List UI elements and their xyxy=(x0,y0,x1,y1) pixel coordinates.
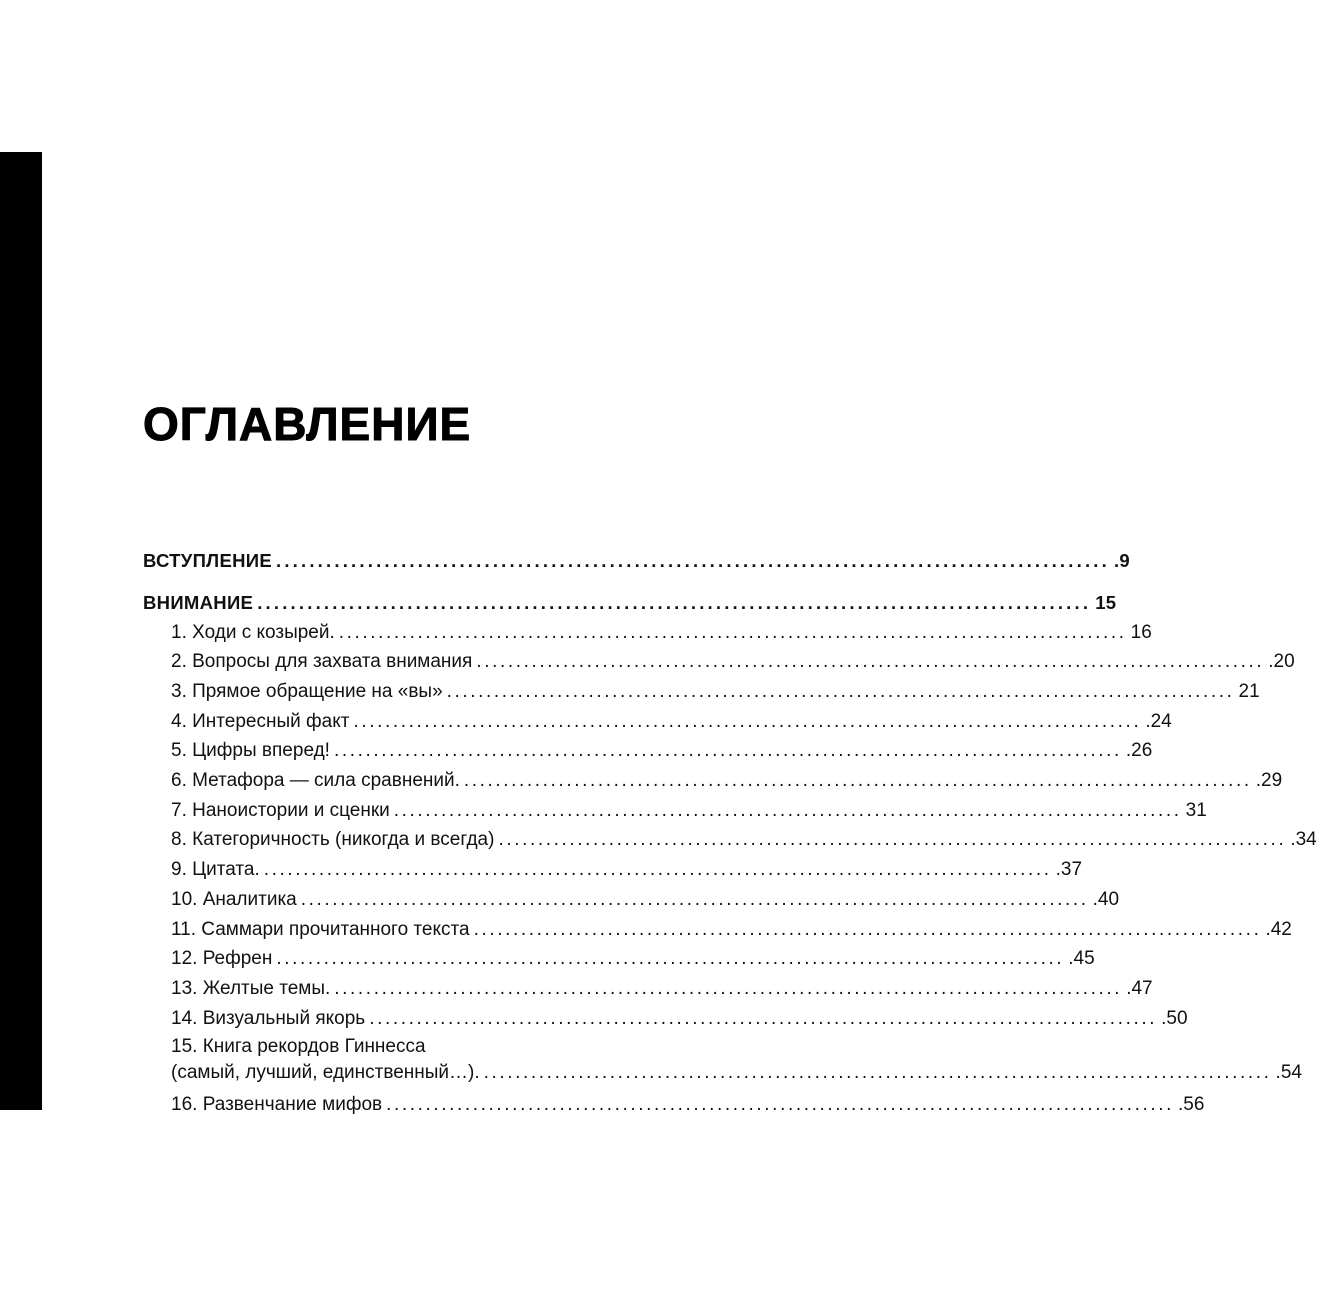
toc-item[interactable] xyxy=(143,618,1152,648)
toc-item[interactable] xyxy=(143,915,1292,945)
dot-leader: .................................................................................................... xyxy=(473,918,1262,940)
page-title: ОГЛАВЛЕНИЕ xyxy=(143,398,472,450)
dot-leader: .................................................................................................... xyxy=(275,550,1110,571)
toc-item-label-line1: 15. Книга рекордов Гиннесса xyxy=(171,1036,426,1058)
toc-section-intro[interactable] xyxy=(143,546,1131,576)
toc-item[interactable] xyxy=(143,974,1153,1004)
dot-leader: .................................................................................................... xyxy=(257,591,1092,613)
toc-page-number: .50 xyxy=(1161,1007,1188,1029)
toc-page-number: .45 xyxy=(1068,948,1095,970)
dot-leader: .................................................................................................... xyxy=(446,681,1235,703)
toc-item-label: 1. Ходи с козырей. xyxy=(171,621,335,643)
toc-item-label: 3. Прямое обращение на «вы» xyxy=(171,681,443,703)
side-bar xyxy=(0,152,42,1110)
dot-leader: .................................................................................................... xyxy=(300,888,1089,910)
toc-page-number: .26 xyxy=(1125,740,1153,762)
toc-page-number: .47 xyxy=(1126,977,1153,999)
dot-leader: .................................................................................................... xyxy=(263,859,1052,881)
toc-page-number: .42 xyxy=(1265,918,1292,940)
toc-item-label: 14. Визуальный якорь xyxy=(171,1007,366,1029)
toc-item-label: 7. Наноистории и сценки xyxy=(171,799,390,821)
toc-page-number: .34 xyxy=(1290,829,1317,851)
toc-item[interactable] xyxy=(143,825,1317,855)
toc-item-label: 2. Вопросы для захвата внимания xyxy=(171,651,473,673)
toc-page-number: .9 xyxy=(1113,550,1131,571)
toc-item-continuation xyxy=(143,1060,1302,1085)
toc-item-label: 12. Рефрен xyxy=(171,948,273,970)
toc-page-number: .20 xyxy=(1268,651,1295,673)
toc-page-number: .37 xyxy=(1055,859,1083,881)
toc-page-number: 16 xyxy=(1130,621,1152,643)
toc-item-label: 8. Категоричность (никогда и всегда) xyxy=(171,829,495,851)
toc-item[interactable] xyxy=(143,1004,1188,1034)
toc-item-label: 11. Саммари прочитанного текста xyxy=(171,918,470,940)
dot-leader: .................................................................................................... xyxy=(353,710,1142,732)
dot-leader: .................................................................................................... xyxy=(338,621,1127,643)
toc-item-multiline[interactable] xyxy=(143,1033,1302,1085)
toc-section-label: ВСТУПЛЕНИЕ xyxy=(143,550,272,571)
toc-page-number: .40 xyxy=(1092,888,1120,910)
toc-page-number: 21 xyxy=(1238,681,1260,703)
toc-item[interactable] xyxy=(143,855,1083,885)
toc-page-number: .56 xyxy=(1178,1094,1205,1116)
dot-leader: .................................................................................................... xyxy=(276,948,1065,970)
toc-item-label: 10. Аналитика xyxy=(171,888,297,910)
toc-item-label: 9. Цитата. xyxy=(171,859,260,881)
toc-section-label: ВНИМАНИЕ xyxy=(143,591,254,613)
dot-leader: .................................................................................................... xyxy=(463,770,1252,792)
toc-item[interactable] xyxy=(143,766,1283,796)
toc-item[interactable] xyxy=(143,1090,1205,1120)
toc-item[interactable] xyxy=(143,885,1120,915)
dot-leader: .................................................................................................... xyxy=(498,829,1287,851)
toc-item-label: (самый, лучший, единственный…). xyxy=(171,1062,480,1084)
toc-item[interactable] xyxy=(143,944,1095,974)
dot-leader: .................................................................................................... xyxy=(393,799,1182,821)
toc-page-number: .24 xyxy=(1145,710,1172,732)
toc-item-label: 6. Метафора — сила сравнений. xyxy=(171,770,460,792)
toc-item[interactable] xyxy=(143,647,1295,677)
dot-leader: .................................................................................................... xyxy=(483,1062,1272,1084)
toc-item-label: 13. Желтые темы. xyxy=(171,977,331,999)
dot-leader: .................................................................................................... xyxy=(334,977,1123,999)
toc-item-label: 4. Интересный факт xyxy=(171,710,350,732)
toc-page-number: 15 xyxy=(1095,591,1117,613)
dot-leader: .................................................................................................... xyxy=(333,740,1122,762)
toc-item[interactable] xyxy=(143,796,1207,826)
dot-leader: .................................................................................................... xyxy=(369,1007,1158,1029)
toc-item[interactable] xyxy=(143,677,1260,707)
toc-page-number: .29 xyxy=(1255,770,1283,792)
toc-item[interactable] xyxy=(143,736,1153,766)
dot-leader: .................................................................................................... xyxy=(476,651,1265,673)
toc-item-label: 16. Развенчание мифов xyxy=(171,1094,383,1116)
toc-item[interactable] xyxy=(143,707,1172,737)
toc-section-attention[interactable] xyxy=(143,588,1117,618)
toc-page-number: 31 xyxy=(1185,799,1207,821)
toc-item-label: 5. Цифры вперед! xyxy=(171,740,330,762)
dot-leader: .................................................................................................... xyxy=(386,1094,1175,1116)
table-of-contents xyxy=(143,546,1317,1120)
toc-page-number: .54 xyxy=(1275,1062,1302,1084)
